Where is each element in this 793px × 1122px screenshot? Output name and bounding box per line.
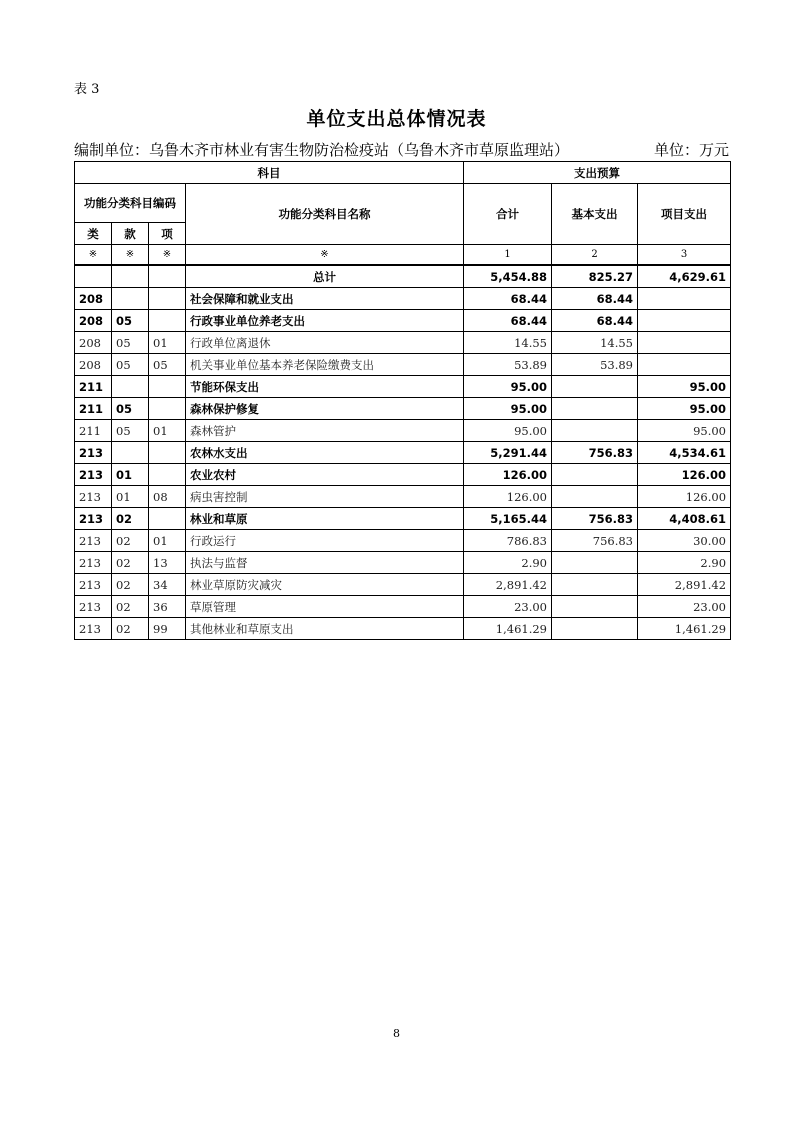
code-xiang [149,398,186,420]
total-project: 4,629.61 [638,265,731,288]
empty-cell [149,265,186,288]
code-lei: 208 [75,332,112,354]
amount-basic [552,398,638,420]
code-xiang [149,464,186,486]
amount-basic [552,420,638,442]
table-row [75,552,731,574]
total-basic: 825.27 [552,265,638,288]
amount-project: 4,408.61 [638,508,731,530]
code-xiang: 01 [149,530,186,552]
marks-row [75,245,731,266]
code-xiang: 99 [149,618,186,640]
code-xiang [149,508,186,530]
code-xiang: 08 [149,486,186,508]
amount-total: 2,891.42 [464,574,552,596]
amount-basic: 68.44 [552,288,638,310]
code-lei: 213 [75,530,112,552]
unit-line: 单位：万元 [653,141,729,159]
table-row [75,530,731,552]
code-lei: 213 [75,508,112,530]
table-row [75,332,731,354]
subject-name: 机关事业单位基本养老保险缴费支出 [186,354,464,376]
code-lei: 211 [75,398,112,420]
amount-project: 1,461.29 [638,618,731,640]
table-row [75,288,731,310]
amount-total: 786.83 [464,530,552,552]
code-kuan: 05 [112,354,149,376]
amount-total: 68.44 [464,288,552,310]
code-kuan: 02 [112,508,149,530]
header-kuan: 款 [112,223,149,245]
org-line: 编制单位：乌鲁木齐市林业有害生物防治检疫站（乌鲁木齐市草原监理站） [74,141,570,159]
amount-total: 126.00 [464,464,552,486]
code-xiang: 01 [149,332,186,354]
code-lei: 213 [75,618,112,640]
empty-cell [75,265,112,288]
amount-basic [552,464,638,486]
amount-total: 95.00 [464,398,552,420]
mark-cell: ※ [112,245,149,266]
header-xiang: 项 [149,223,186,245]
code-lei: 213 [75,596,112,618]
amount-project: 95.00 [638,398,731,420]
subject-name: 农林水支出 [186,442,464,464]
table-row [75,354,731,376]
column-index: 2 [552,245,638,266]
code-kuan: 01 [112,486,149,508]
table-row [75,486,731,508]
code-xiang [149,442,186,464]
code-lei: 208 [75,354,112,376]
subject-name: 农业农村 [186,464,464,486]
amount-total: 5,291.44 [464,442,552,464]
table-row [75,376,731,398]
mark-cell: ※ [75,245,112,266]
mark-cell: ※ [186,245,464,266]
amount-total: 2.90 [464,552,552,574]
header-row-2 [75,184,731,223]
table-row [75,442,731,464]
code-kuan: 02 [112,530,149,552]
column-index: 1 [464,245,552,266]
amount-total: 68.44 [464,310,552,332]
amount-project: 126.00 [638,464,731,486]
amount-total: 95.00 [464,376,552,398]
header-subject: 科目 [75,162,464,184]
subject-name: 林业和草原 [186,508,464,530]
amount-basic: 14.55 [552,332,638,354]
subject-name: 节能环保支出 [186,376,464,398]
code-xiang: 13 [149,552,186,574]
code-lei: 208 [75,288,112,310]
subject-name: 行政单位离退休 [186,332,464,354]
code-xiang [149,288,186,310]
table-row [75,464,731,486]
mark-cell: ※ [149,245,186,266]
amount-basic: 756.83 [552,508,638,530]
header-basic: 基本支出 [552,184,638,245]
table-row [75,310,731,332]
table-row [75,420,731,442]
amount-total: 14.55 [464,332,552,354]
subject-name: 草原管理 [186,596,464,618]
amount-basic [552,574,638,596]
amount-basic [552,376,638,398]
total-row [75,265,731,288]
amount-project: 4,534.61 [638,442,731,464]
subject-name: 其他林业和草原支出 [186,618,464,640]
amount-project: 95.00 [638,420,731,442]
subject-name: 森林管护 [186,420,464,442]
header-name: 功能分类科目名称 [186,184,464,245]
amount-basic: 756.83 [552,530,638,552]
code-kuan: 05 [112,420,149,442]
subject-name: 林业草原防灾减灾 [186,574,464,596]
amount-total: 126.00 [464,486,552,508]
amount-project: 2.90 [638,552,731,574]
header-total: 合计 [464,184,552,245]
amount-basic: 53.89 [552,354,638,376]
code-kuan [112,442,149,464]
amount-project [638,332,731,354]
code-lei: 208 [75,310,112,332]
amount-basic [552,486,638,508]
amount-project: 2,891.42 [638,574,731,596]
amount-total: 1,461.29 [464,618,552,640]
code-kuan: 02 [112,552,149,574]
expenditure-table [74,161,731,640]
header-lei: 类 [75,223,112,245]
amount-total: 5,165.44 [464,508,552,530]
amount-basic [552,618,638,640]
table-row [75,398,731,420]
code-xiang: 36 [149,596,186,618]
subject-name: 社会保障和就业支出 [186,288,464,310]
code-kuan: 05 [112,398,149,420]
table-row [75,574,731,596]
code-kuan [112,376,149,398]
code-kuan: 02 [112,618,149,640]
amount-total: 95.00 [464,420,552,442]
code-lei: 211 [75,420,112,442]
table-row [75,596,731,618]
amount-project [638,310,731,332]
amount-project [638,288,731,310]
table-label: 表 3 [74,82,100,97]
subject-name: 行政运行 [186,530,464,552]
amount-basic [552,552,638,574]
amount-basic [552,596,638,618]
empty-cell [112,265,149,288]
table-row [75,508,731,530]
code-kuan: 05 [112,310,149,332]
header-code-group: 功能分类科目编码 [75,184,186,223]
code-lei: 213 [75,464,112,486]
total-label: 总计 [186,265,464,288]
code-lei: 213 [75,574,112,596]
code-kuan: 01 [112,464,149,486]
page-title: 单位支出总体情况表 [306,108,487,130]
subject-name: 病虫害控制 [186,486,464,508]
header-project: 项目支出 [638,184,731,245]
code-kuan [112,288,149,310]
code-kuan: 02 [112,596,149,618]
amount-basic: 68.44 [552,310,638,332]
total-sum: 5,454.88 [464,265,552,288]
code-xiang: 01 [149,420,186,442]
amount-basic: 756.83 [552,442,638,464]
code-lei: 213 [75,552,112,574]
column-index: 3 [638,245,731,266]
amount-project: 23.00 [638,596,731,618]
amount-total: 23.00 [464,596,552,618]
amount-project [638,354,731,376]
code-lei: 213 [75,442,112,464]
page-number: 8 [393,1027,400,1040]
code-kuan: 05 [112,332,149,354]
subject-name: 执法与监督 [186,552,464,574]
code-lei: 211 [75,376,112,398]
code-xiang: 34 [149,574,186,596]
code-kuan: 02 [112,574,149,596]
amount-project: 126.00 [638,486,731,508]
code-xiang [149,310,186,332]
amount-project: 30.00 [638,530,731,552]
subject-name: 森林保护修复 [186,398,464,420]
table-row [75,618,731,640]
header-row-1 [75,162,731,184]
subject-name: 行政事业单位养老支出 [186,310,464,332]
amount-project: 95.00 [638,376,731,398]
code-lei: 213 [75,486,112,508]
code-xiang [149,376,186,398]
header-budget: 支出预算 [464,162,731,184]
amount-total: 53.89 [464,354,552,376]
code-xiang: 05 [149,354,186,376]
